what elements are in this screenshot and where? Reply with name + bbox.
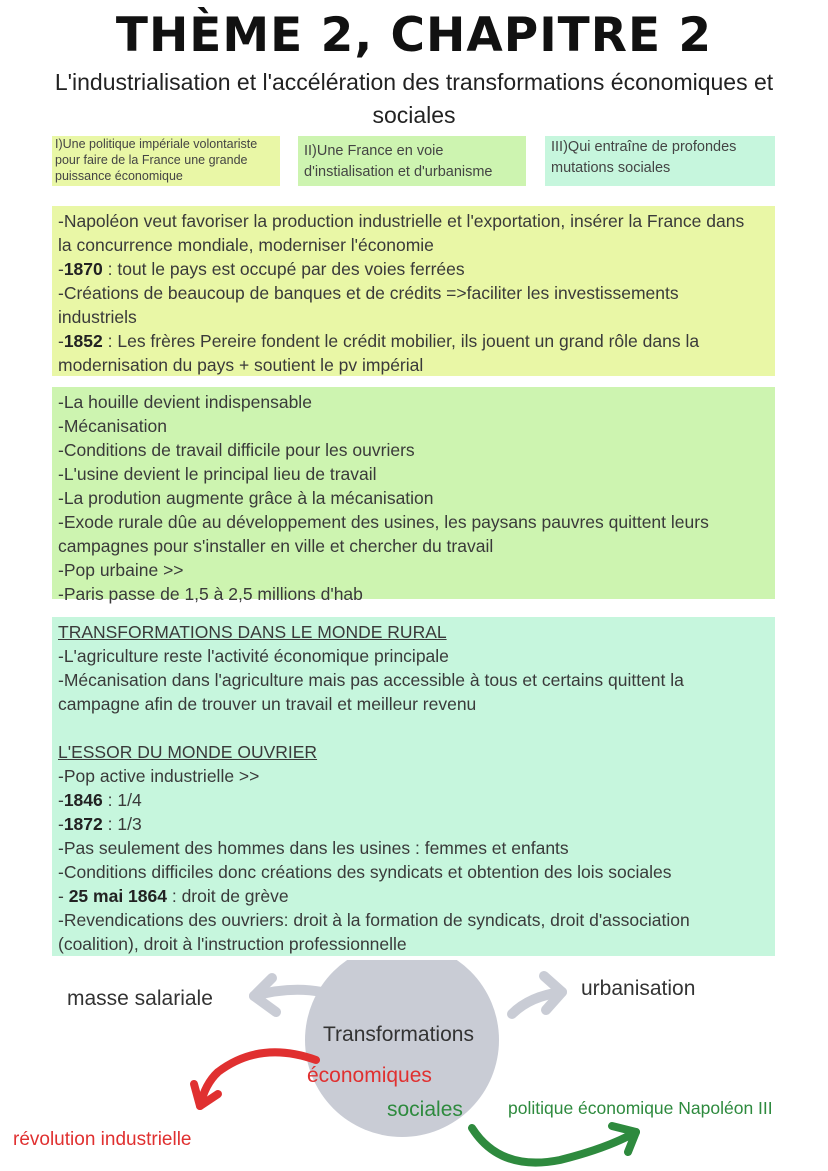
section-3-notes — [52, 617, 775, 956]
date-highlight: 1872 — [63, 814, 103, 834]
note-line: la concurrence mondiale, moderniser l'économie — [58, 235, 434, 255]
label-politique-napoleon: politique économique Napoléon III — [508, 1098, 773, 1118]
page-title: THÈME 2, CHAPITRE 2 — [115, 8, 713, 63]
center-label-economiques: économiques — [307, 1064, 432, 1087]
note-line: campagnes pour s'installer en ville et chercher du travail — [58, 536, 494, 556]
section-2-notes — [52, 387, 775, 604]
label-masse-salariale: masse salariale — [67, 987, 213, 1010]
note-line: -La prodution augmente grâce à la mécanisation — [58, 488, 434, 508]
section-1-notes — [52, 206, 775, 376]
section-tab-2: II)Une France en voie d'instialisation et d'urbanisme — [298, 136, 526, 186]
note-line: -Exode rurale dûe au développement des usines, les paysans pauvres quittent leurs — [58, 512, 709, 532]
date-highlight: 1852 — [63, 331, 103, 351]
note-line: -Mécanisation — [58, 416, 167, 436]
section-heading-rural: TRANSFORMATIONS DANS LE MONDE RURAL — [58, 622, 447, 642]
note-line: -Créations de beaucoup de banques et de crédits =>faciliter les investissements — [58, 283, 679, 303]
note-line: -Napoléon veut favoriser la production industrielle et l'exportation, insérer la France dans — [58, 211, 745, 231]
section-heading-ouvrier: L'ESSOR DU MONDE OUVRIER — [58, 742, 318, 762]
note-line: -1870 : tout le pays est occupé par des voies ferrées — [58, 259, 465, 279]
date-highlight: 25 mai 1864 — [68, 886, 167, 906]
note-line: -Conditions difficiles donc créations des syndicats et obtention des lois sociales — [58, 862, 672, 882]
note-line: industriels — [58, 307, 137, 327]
date-highlight: 1846 — [63, 790, 103, 810]
note-line: -Mécanisation dans l'agriculture mais pas accessible à tous et certains quittent la — [58, 670, 684, 690]
note-line: -L'agriculture reste l'activité économique principale — [58, 646, 449, 666]
note-line: modernisation du pays + soutient le pv impérial — [58, 355, 424, 375]
center-label-transformations: Transformations — [323, 1023, 474, 1046]
note-line: -1846 : 1/4 — [58, 790, 142, 810]
note-line: -1872 : 1/3 — [58, 814, 142, 834]
page-subtitle: L'industrialisation et l'accélération des transformations économiques et sociales — [54, 69, 774, 128]
note-line: -Pop urbaine >> — [58, 560, 184, 580]
note-line: -Pop active industrielle >> — [58, 766, 260, 786]
note-line: -1852 : Les frères Pereire fondent le crédit mobilier, ils jouent un grand rôle dans la — [58, 331, 700, 351]
note-line: (coalition), droit à l'instruction professionnelle — [58, 934, 407, 954]
date-highlight: 1870 — [63, 259, 103, 279]
note-line: -La houille devient indispensable — [58, 392, 312, 412]
note-line: -Pas seulement des hommes dans les usines : femmes et enfants — [58, 838, 569, 858]
note-line: campagne afin de trouver un travail et meilleur revenu — [58, 694, 477, 714]
note-line: -Conditions de travail difficile pour les ouvriers — [58, 440, 415, 460]
note-line: -L'usine devient le principal lieu de travail — [58, 464, 377, 484]
label-urbanisation: urbanisation — [581, 977, 696, 1000]
section-tab-3: III)Qui entraîne de profondes mutations sociales — [545, 136, 775, 186]
note-line: -Paris passe de 1,5 à 2,5 millions d'hab — [58, 584, 363, 604]
note-line: -Revendications des ouvriers: droit à la formation de syndicats, droit d'association — [58, 910, 690, 930]
note-line: - 25 mai 1864 : droit de grève — [58, 886, 289, 906]
mind-map — [0, 960, 828, 1171]
label-revolution-industrielle: révolution industrielle — [13, 1129, 192, 1150]
arrow-green-icon — [472, 1128, 636, 1163]
center-label-sociales: sociales — [387, 1098, 463, 1121]
section-tab-1: I)Une politique impériale volontariste pour faire de la France une grande puissance économique — [52, 136, 280, 186]
